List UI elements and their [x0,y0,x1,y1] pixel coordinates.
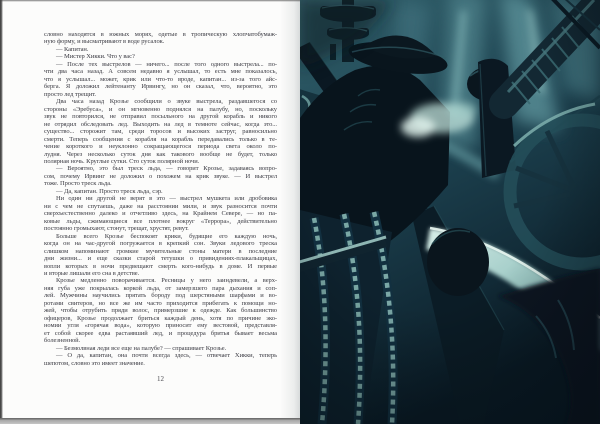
body-text-lines [44,31,277,367]
text-line: не отрядил обследовать лед. Выходить на лед в темноте сейчас, когда это... [44,120,277,128]
text-line: и вторые лишали его сна в детстве. [44,270,140,277]
text-line: — Мистер Хикки. Что у вас? [56,53,135,61]
page-edge-top [0,0,300,2]
text-line: няя губа уже покрылась коркой льда, от замерзшего пара дыхания и соп- [44,284,277,292]
text-line: Ни один ни другой не верят в это — выстрел мушкета или дробовика [56,195,277,203]
text-line: лудня. Через несколько суток дня как такового вообще не будет, только [44,150,277,158]
text-line: — О да, капитан, она почти всегда здесь, — отвечает Хикки, теперь [56,352,277,360]
text-line: лей. Мужчины научились прятать бороду под шерстяными шарфами и во- [44,292,277,300]
body-text [44,31,277,367]
gutter-shadow [280,0,300,424]
text-line: когда он на час-другой погружается в крепкий сон. Звуки ледового треска [44,240,277,248]
text-line: ни с чем не спутаешь, даже на расстоянии мили, и звук разносится почти [44,202,277,210]
text-line: чти два часа назад. А совсем недавно я услышал, то есть мне показалось, [44,68,277,76]
text-line: сверхъестественно далеко и отчетливо здесь, на Крайнем Севере, — но па- [44,210,277,218]
text-line: стороны «Эребуса», и он мгновенно поднялся на палубу, но, поскольку [44,105,277,113]
text-line: — Безмолвная леди все еще на палубе? — спрашивает Крозье. [56,344,227,352]
text-line: — Вероятно, это был треск льда, — говорит Крозье, задаваясь вопро- [56,165,277,173]
right-page [300,0,600,424]
text-line: ротами свитеров, но все же им часто приходится прибегать к помощи но- [44,299,277,307]
text-line: — Капитан. [56,45,89,53]
text-line: что я услышал... может, крик или что-то вроде, капитан... из-за того айс- [44,75,277,83]
text-line: номии угля «горячая вода», которую приносит ему вестовой, представля- [44,322,277,330]
text-line: чение короткого и неуклонно сокращающегося периода света около по- [44,143,277,151]
text-line: ковые льды, сжимающиеся все плотнее вокруг «Террора», действительно [44,217,277,225]
text-line: жей, чтобы отрубить пряди волос, примерзшие к одежде. Как большинство [44,307,277,315]
text-line: тоже. Просто треск льда. [44,180,112,188]
text-line: существо... сторожит там, среди торосов и высоких заструг, равносильно [44,128,277,136]
text-line: ет собой скорее едва растаявший лед, и процедура бритья бывает весьма [44,329,277,337]
text-line: шепотом, словно это имеет значение. [44,359,145,367]
text-line: слишком напоминают громкие мучительные стоны матери в последние [44,247,277,255]
text-line: Больше всего Крозье беспокоят крики, будящие его каждую ночь, [56,232,277,240]
page-number: 12 [157,375,164,383]
arctic-ship-illustration [300,0,600,424]
text-line: ную форму, и высматривают в воде русалок. [44,38,165,46]
text-line: — После тех выстрелов — ничего... после того одного выстрела... по- [56,60,277,68]
text-line: — Да, капитан. Просто треск льда, сэр. [56,187,163,195]
text-line: просто лед трещит. [44,90,96,98]
text-line: дни жизни... и еще сказки старой тетушки о привидениях-плакальщицах, [44,255,277,263]
text-line: словно находятся в южных морях, одетые в тропическую хлопчатобумаж- [44,31,277,38]
text-line: болезненной. [44,337,81,345]
page-edge-left [0,0,3,424]
text-line: сом, почему Ирвинг не доложил о похожем на крик звуке. — И выстрел [44,172,277,180]
text-line: берга. Я доложил лейтенанту Ирвингу, но он сказал, что, вероятно, это [44,83,277,91]
text-line: Два часа назад Крозье сообщили о звуке выстрела, раздавшегося со [56,98,277,106]
text-line: постоянно громыхают, стонут, трещат, хрустят, ревут. [44,225,189,233]
text-line: полярная ночь. Круглые сутки. Сто суток полярной ночи. [44,157,200,165]
text-line: офицеров, Крозье продолжает бриться каждый день, хотя по причине эко- [44,314,277,322]
page-edge-bottom [0,418,300,424]
text-line: звук не повторился, не отправил посыльного на другой корабль и никого [44,113,277,121]
text-line: смерти. Теперь сообщения с корабля на корабль передавались только в те- [44,135,277,143]
text-line: вопли которых в ночи предвещают смерть кого-нибудь в доме. И первые [44,262,277,270]
text-line: Крозье медленно поворачивается. Ресницы у него заиндевели, а верх- [56,277,277,285]
